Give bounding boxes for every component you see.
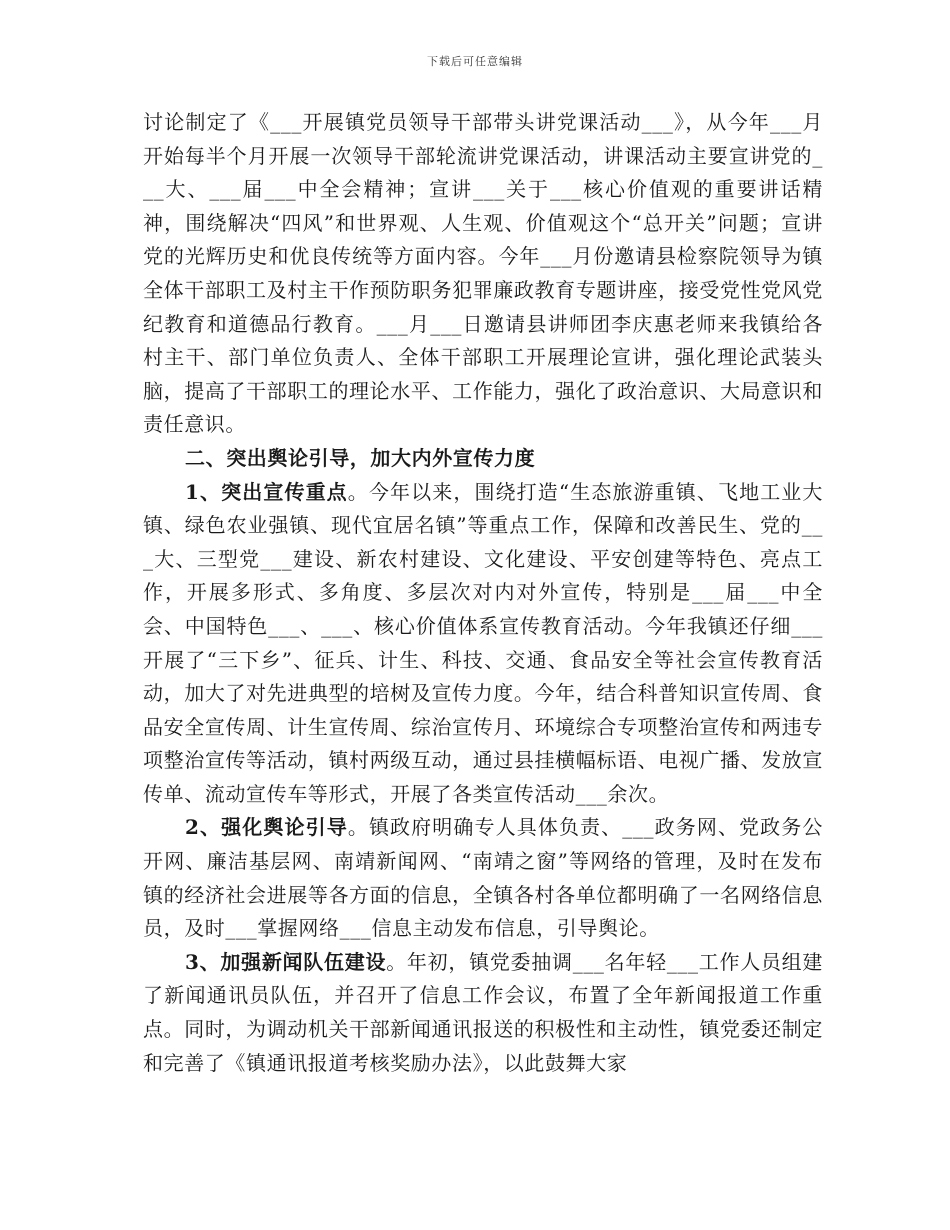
paragraph-3 [143,946,823,1080]
paragraph-intro: 讨论制定了《___开展镇党员领导干部带头讲党课活动___》，从今年___月开始每半个月开展一次领导干部轮流讲党课活动，讲课活动主要宣讲党的___大、___届___中全会精神；宣讲___关于___核心价值观的重要讲话精神，围绕解决“四风”和世界观、人生观、价值观这个“总开关”问题；宣讲党的光辉历史和优良传统等方面内容。今年___月份邀请县检察院领导为镇全体干部职工及村主干作预防职务犯罪廉政教育专题讲座，接受党性党风党纪教育和道德品行教育。___月___日邀请县讲师团李庆惠老师来我镇给各村主干、部门单位负责人、全体干部职工开展理论宣讲，强化理论武装头脑，提高了干部职工的理论水平、工作能力，强化了政治意识、大局意识和责任意识。 [143,110,823,437]
paragraph-2-lead: 2、强化舆论引导 [185,815,348,840]
paragraph-2-body: 。镇政府明确专人具体负责、___政务网、党政务公开网、廉洁基层网、南靖新闻网、“南靖之窗”等网络的管理，及时在发布镇的经济社会进展等各方面的信息，全镇各村各单位都明确了一名网络信息员，及时___掌握网络___信息主动发布信息，引导舆论。 [143,815,823,941]
paragraph-1-body: 。今年以来，围绕打造“生态旅游重镇、飞地工业大镇、绿色农业强镇、现代宜居名镇”等重点工作，保障和改善民生、党的___大、三型党___建设、新农村建设、文化建设、平安创建等特色、亮点工作，开展多形式、多角度、多层次对内对外宣传，特别是___届___中全会、中国特色___、___、核心价值体系宣传教育活动。今年我镇还仔细___开展了“三下乡”、征兵、计生、科技、交通、食品安全等社会宣传教育活动，加大了对先进典型的培树及宣传力度。今年，结合科普知识宣传周、食品安全宣传周、计生宣传周、综治宣传月、环境综合专项整治宣传和两违专项整治宣传等活动，镇村两级互动，通过县挂横幅标语、电视广播、发放宣传单、流动宣传车等形式，开展了各类宣传活动___余次。 [143,479,824,806]
document-body [143,106,823,1080]
paragraph-3-lead: 3、加强新闻队伍建设 [185,949,387,974]
paragraph-2 [143,811,823,945]
section-heading-2: 二、突出舆论引导，加大内外宣传力度 [185,445,536,470]
paragraph-3-body: 。年初，镇党委抽调___名年轻___工作人员组建了新闻通讯员队伍，并召开了信息工作会议，布置了全年新闻报道工作重点。同时，为调动机关干部新闻通讯报送的积极性和主动性，镇党委还制定和完善了《镇通讯报道考核奖励办法》，以此鼓舞大家 [143,949,823,1075]
page-header-note: 下载后可任意编辑 [427,55,523,68]
paragraph-1-lead: 1、突出宣传重点 [185,479,348,504]
paragraph-1 [143,476,823,812]
